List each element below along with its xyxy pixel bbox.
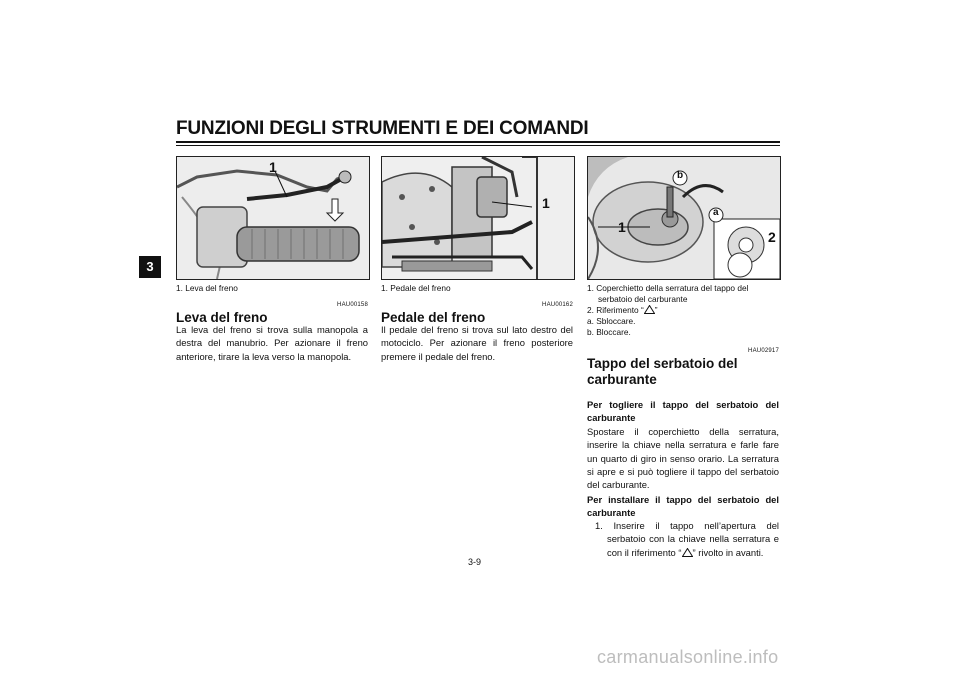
brake-lever-illustration [177, 157, 369, 279]
fuel-cap-illustration [588, 157, 780, 279]
watermark: carmanualsonline.info [597, 647, 779, 667]
reference-mark-icon [682, 548, 693, 557]
reference-code: HAU00162 [542, 302, 573, 308]
figure-callout-1: 1 [269, 159, 277, 175]
section-title-brake-pedal: Pedale del freno [381, 310, 486, 325]
install-step-1-text: 1. Inserire il tappo nell’apertura del serbatoio con la chiave nella serratura e con il riferimento “ [595, 520, 779, 558]
reference-code: HAU00158 [337, 302, 368, 308]
page-number: 3-9 [468, 557, 482, 567]
brake-pedal-figure [381, 156, 575, 280]
brake-pedal-text: Il pedale del freno si trova sul lato destro del motociclo. Per azionare il freno posteriore premere il pedale del freno. [381, 324, 573, 362]
install-step-1-end: ” rivolto in avanti. [692, 546, 764, 558]
install-step-1 [587, 519, 779, 559]
page-title: FUNZIONI DEGLI STRUMENTI E DEI COMANDI [176, 118, 589, 139]
header-rule [176, 141, 780, 143]
brake-lever-text: La leva del freno si trova sulla manopola a destra del manubrio. Per azionare il freno anteriore, tirare la leva verso la manopola. [176, 324, 368, 362]
brake-pedal-illustration [382, 157, 574, 279]
caption-item-a: a. Sbloccare. [587, 316, 636, 326]
fuel-cap-figure [587, 156, 781, 280]
figure-callout-b: b [677, 170, 684, 181]
figure-callout-1: 1 [542, 195, 550, 211]
subheading-remove-cap: Per togliere il tappo del serbatoio del carburante [587, 399, 779, 424]
reference-code: HAU02917 [748, 348, 779, 354]
chapter-tab: 3 [139, 256, 161, 278]
figure-callout-1: 1 [618, 219, 626, 235]
figure-caption: 1. Leva del freno [176, 283, 238, 293]
remove-cap-text: Spostare il coperchietto della serratura, inserire la chiave nella serratura e farle fare un quarto di giro in senso orario. La serratura si apre e si può togliere il tappo del serbatoio del carburante. [587, 426, 779, 491]
figure-callout-2: 2 [768, 229, 776, 245]
reference-mark-icon [644, 305, 655, 314]
header-rule-thin [176, 145, 780, 146]
caption-item-2-text: 2. Riferimento “ [587, 305, 644, 315]
figure-caption: 1. Pedale del freno [381, 283, 451, 293]
brake-lever-figure [176, 156, 370, 280]
caption-item-1: 1. Coperchietto della serratura del tappo del serbatoio del carburante [587, 283, 749, 304]
figure-callout-a: a [713, 207, 719, 218]
caption-item-b: b. Bloccare. [587, 327, 631, 337]
section-title-fuel-cap: Tappo del serbatoio del carburante [587, 356, 738, 387]
figure-captions [587, 283, 779, 338]
caption-item-2-close: ” [654, 305, 658, 315]
caption-item-2 [587, 305, 779, 316]
section-title-brake-lever: Leva del freno [176, 310, 268, 325]
subheading-install-cap: Per installare il tappo del serbatoio del carburante [587, 494, 779, 519]
